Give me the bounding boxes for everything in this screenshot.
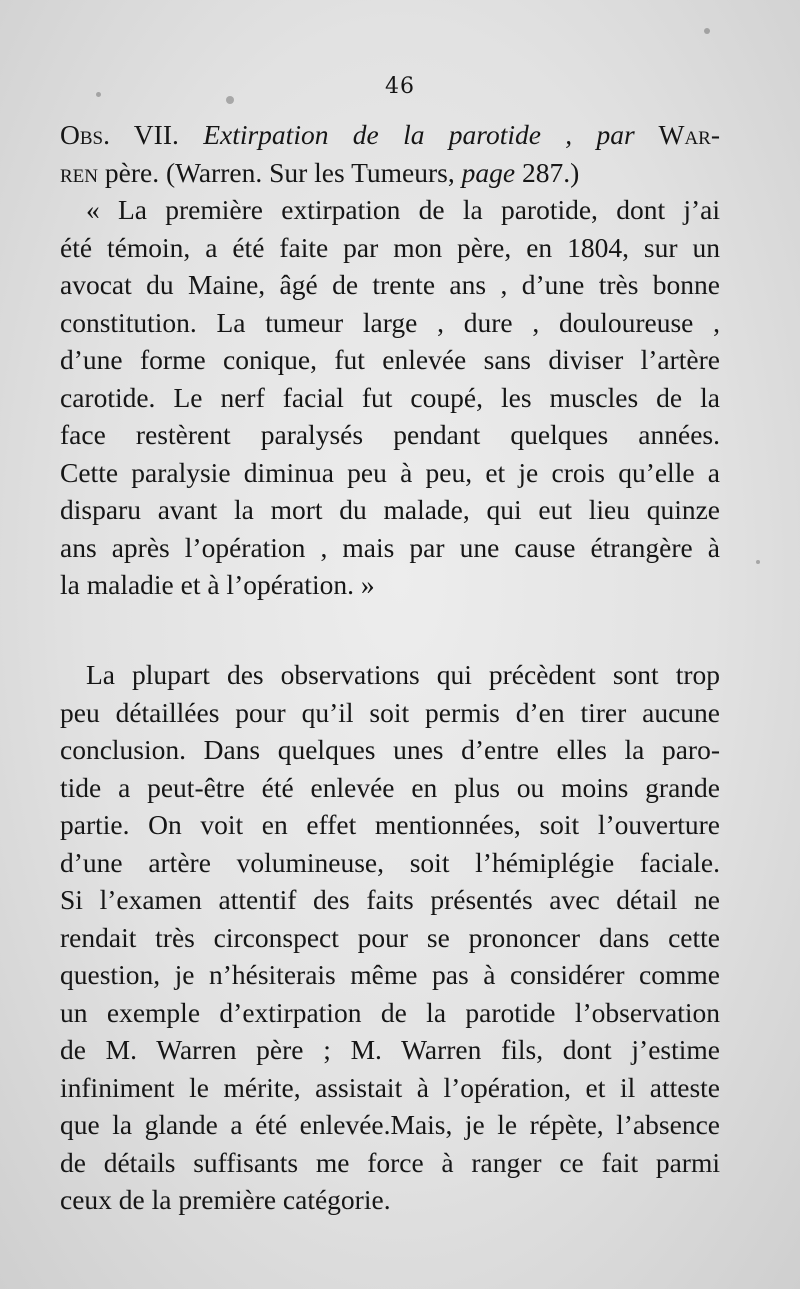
paragraph-line: tide a peut-être été enlevée en plus ou moins grande: [60, 771, 720, 803]
paragraph-line: conclusion. Dans quelques unes d’entre elles la paro-: [60, 734, 720, 765]
quote-line: carotide. Le nerf facial fut coupé, les muscles de la: [60, 381, 720, 413]
paragraph-line: question, je n’hésiterais même pas à considérer comme: [60, 959, 720, 990]
quote-line: disparu avant la mort du malade, qui eut lieu quinze: [60, 494, 720, 525]
quote-line: été témoin, a été faite par mon père, en 1804, sur un: [60, 231, 720, 263]
obs-label: Obs.: [60, 119, 110, 150]
paragraph-line: que la glande a été enlevée.Mais, je le répète, l’absence: [60, 1109, 720, 1140]
quote-line: face restèrent paralysés pendant quelques années.: [60, 419, 720, 450]
quote-line: Cette paralysie diminua peu à peu, et je crois qu’elle a: [60, 456, 720, 488]
obs-author-start: War-: [634, 119, 721, 150]
paragraph-line: un exemple d’extirpation de la parotide l’observation: [60, 996, 720, 1028]
paragraph-line: de détails suffisants me force à ranger ce fait parmi: [60, 1146, 720, 1178]
obs-author-end: ren: [60, 156, 98, 188]
ink-speck: [704, 28, 710, 34]
paragraph-line: La plupart des observations qui précèdent sont trop: [86, 659, 720, 690]
paragraph-line: infiniment le mérite, assistait à l’opération, et il atteste: [60, 1071, 720, 1103]
paragraph-line: de M. Warren père ; M. Warren fils, dont j’estime: [60, 1034, 720, 1065]
quote-line: « La première extirpation de la parotide, dont j’ai: [86, 194, 720, 225]
obs-page-word: page: [461, 156, 516, 188]
paragraph-line: d’une artère volumineuse, soit l’hémiplégie faciale.: [60, 846, 720, 878]
quote-line: d’une forme conique, fut enlevée sans diviser l’artère: [60, 344, 720, 375]
page-number: 46: [385, 74, 415, 99]
paragraph-line: peu détaillées pour qu’il soit permis d’en tirer aucune: [60, 696, 720, 728]
obs-number: VII.: [109, 119, 179, 150]
discussion-paragraph: [60, 656, 720, 1219]
quote-line: ans après l’opération , mais par une cause étrangère à: [60, 531, 720, 563]
paragraph-line: ceux de la première catégorie.: [60, 1184, 391, 1215]
paragraph-line: partie. On voit en effet mentionnées, soit l’ouverture: [60, 809, 720, 840]
obs-source: père. (Warren. Sur les Tumeurs,: [98, 156, 462, 188]
observation-heading-line-1: [60, 116, 720, 154]
quote-line: avocat du Maine, âgé de trente ans , d’une très bonne: [60, 269, 720, 300]
observation-heading-line-2: [60, 154, 720, 192]
quote-line: la maladie et à l’opération. »: [60, 569, 375, 600]
observation-block: [60, 116, 720, 604]
paragraph-line: rendait très circonspect pour se prononcer dans cette: [60, 921, 720, 953]
obs-title: Extirpation de la parotide , par: [178, 119, 635, 150]
obs-page-number: 287.): [515, 156, 580, 188]
quote-line: constitution. La tumeur large , dure , douloureuse ,: [60, 306, 720, 338]
ink-speck: [756, 560, 760, 564]
paragraph-line: Si l’examen attentif des faits présentés avec détail ne: [60, 884, 720, 915]
